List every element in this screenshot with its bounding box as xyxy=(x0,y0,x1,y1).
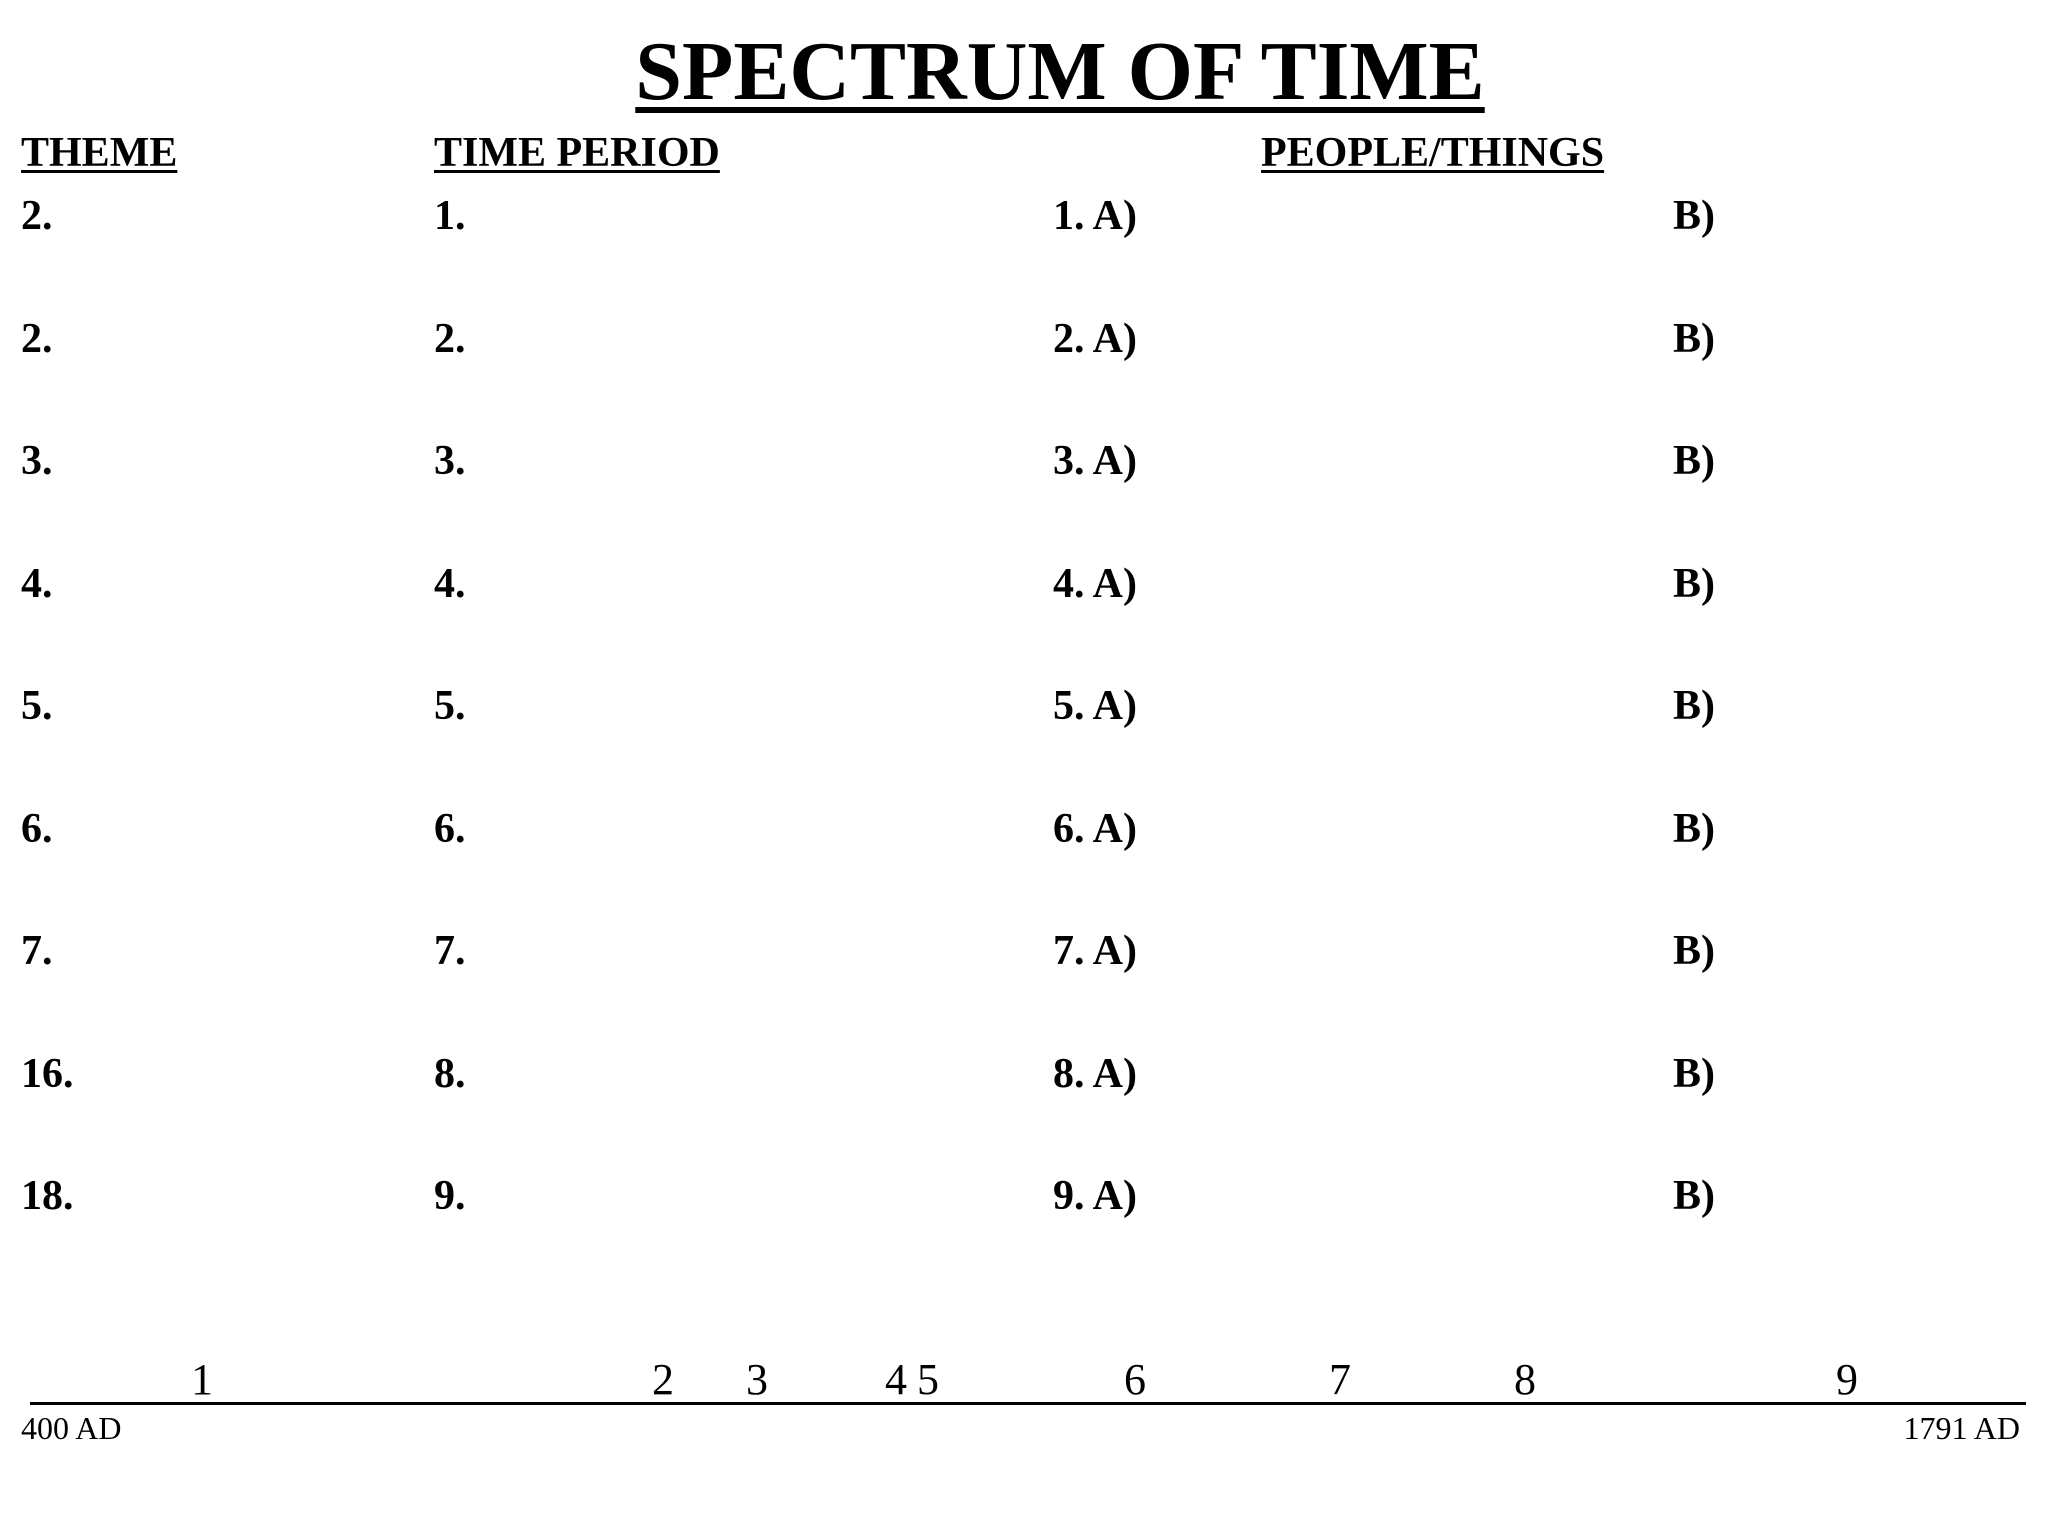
people-things-header: PEOPLE/THINGS xyxy=(1261,130,1605,176)
period-number: 9. xyxy=(434,1173,466,1219)
period-number: 4. xyxy=(434,560,466,607)
worksheet-row xyxy=(0,315,2048,441)
timeline-marker: 7 xyxy=(1325,1358,1355,1402)
timeline xyxy=(30,1352,2026,1405)
person-b-label: B) xyxy=(1673,1173,1715,1219)
timeline-marker: 9 xyxy=(1832,1358,1862,1402)
theme-number: 4. xyxy=(21,560,53,607)
time-period-header: TIME PERIOD xyxy=(434,130,720,176)
person-a-label: 6. A) xyxy=(1053,805,1137,852)
person-b-label: B) xyxy=(1673,438,1715,484)
period-number: 2. xyxy=(434,315,466,362)
worksheet-row xyxy=(0,1050,2048,1176)
worksheet-row xyxy=(0,685,2048,808)
timeline-end-label: 1791 AD xyxy=(1903,1410,2020,1446)
person-a-label: 4. A) xyxy=(1053,560,1137,607)
page-title: SPECTRUM OF TIME xyxy=(635,25,1485,118)
period-number: 8. xyxy=(434,1050,466,1097)
worksheet-row xyxy=(0,1175,2048,1298)
person-a-label: 3. A) xyxy=(1053,438,1137,484)
period-number: 1. xyxy=(434,193,466,239)
timeline-marker: 3 xyxy=(742,1358,772,1402)
person-a-label: 9. A) xyxy=(1053,1173,1137,1219)
person-a-label: 7. A) xyxy=(1053,928,1137,974)
person-b-label: B) xyxy=(1673,315,1715,362)
worksheet-row xyxy=(0,195,2048,318)
theme-number: 7. xyxy=(21,928,53,974)
period-number: 7. xyxy=(434,928,466,974)
person-a-label: 2. A) xyxy=(1053,315,1137,362)
theme-number: 2. xyxy=(21,315,53,362)
theme-number: 2. xyxy=(21,193,53,239)
worksheet-rows xyxy=(0,195,2048,1298)
period-number: 6. xyxy=(434,805,466,852)
theme-number: 6. xyxy=(21,805,53,852)
worksheet-row xyxy=(0,930,2048,1053)
timeline-marker: 2 xyxy=(648,1358,678,1402)
timeline-marker: 8 xyxy=(1510,1358,1540,1402)
theme-number: 16. xyxy=(21,1050,74,1097)
person-b-label: B) xyxy=(1673,193,1715,239)
person-b-label: B) xyxy=(1673,683,1715,729)
worksheet-row xyxy=(0,560,2048,686)
theme-number: 3. xyxy=(21,438,53,484)
timeline-marker: 1 xyxy=(187,1358,217,1402)
theme-header: THEME xyxy=(21,130,178,176)
timeline-marker: 4 xyxy=(881,1358,911,1402)
person-a-label: 5. A) xyxy=(1053,683,1137,729)
timeline-marker: 5 xyxy=(913,1358,943,1402)
timeline-start-label: 400 AD xyxy=(21,1410,122,1446)
theme-number: 5. xyxy=(21,683,53,729)
theme-number: 18. xyxy=(21,1173,74,1219)
period-number: 5. xyxy=(434,683,466,729)
worksheet-row xyxy=(0,440,2048,563)
period-number: 3. xyxy=(434,438,466,484)
person-b-label: B) xyxy=(1673,805,1715,852)
person-a-label: 1. A) xyxy=(1053,193,1137,239)
person-b-label: B) xyxy=(1673,928,1715,974)
person-a-label: 8. A) xyxy=(1053,1050,1137,1097)
person-b-label: B) xyxy=(1673,560,1715,607)
worksheet-row xyxy=(0,805,2048,931)
person-b-label: B) xyxy=(1673,1050,1715,1097)
timeline-marker: 6 xyxy=(1120,1358,1150,1402)
